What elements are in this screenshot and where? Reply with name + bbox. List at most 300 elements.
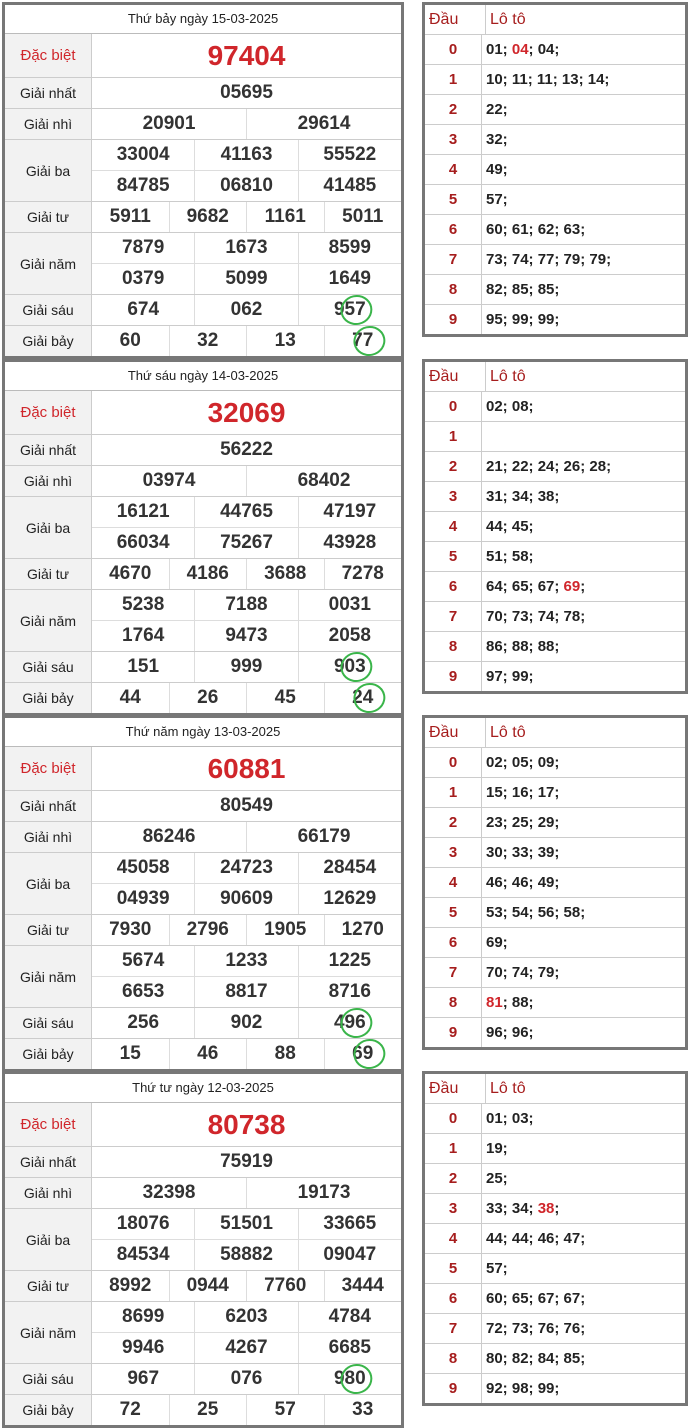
loto-head-digit: 3: [425, 1194, 482, 1223]
loto-head-digit: 1: [425, 778, 482, 807]
loto-head-digit: 4: [425, 512, 482, 541]
prize-number: 20901: [142, 113, 196, 134]
loto-text: 53; 54; 56; 58;: [486, 904, 586, 921]
loto-text: 72; 73; 76; 76;: [486, 1320, 586, 1337]
prize-line: [92, 1103, 401, 1146]
prize-number: 84785: [116, 175, 170, 196]
loto-row: [425, 65, 685, 95]
prize-number: 5911: [109, 206, 151, 227]
loto-numbers: [482, 305, 685, 334]
loto-head-digit: 6: [425, 215, 482, 244]
prize-number: 33: [324, 1395, 402, 1425]
prize-number: 1161: [246, 202, 324, 232]
prize-number: 1764: [122, 625, 165, 646]
prize-number: 1270: [324, 915, 402, 945]
prize-number: 60: [92, 326, 169, 356]
loto-head-label: Đầu: [425, 718, 486, 747]
loto-numbers: [482, 958, 685, 987]
prize-number: 33004: [116, 144, 170, 165]
loto-text: 49;: [486, 161, 508, 178]
prize-number: 1233: [194, 946, 297, 976]
prize-number: 72: [92, 1395, 169, 1425]
loto-text: 57;: [486, 191, 508, 208]
loto-text: ;: [554, 1200, 560, 1217]
prize-line: [92, 1364, 401, 1394]
loto-text: 44; 45;: [486, 518, 534, 535]
prize-number: 6203: [194, 1302, 297, 1332]
prize-line: [92, 853, 401, 883]
loto-table: [422, 359, 688, 694]
prize-row-g7: [5, 326, 401, 356]
prize-row-g4: [5, 202, 401, 233]
prize-number: 1673: [194, 233, 297, 263]
day-block: [0, 713, 690, 1063]
loto-row: [425, 928, 685, 958]
prize-number: 06810: [194, 171, 297, 201]
prize-line: [92, 326, 401, 356]
prize-number: 66034: [116, 532, 170, 553]
loto-table: [422, 1071, 688, 1406]
prize-number: 9946: [122, 1337, 165, 1358]
prize-number: 5099: [194, 264, 297, 294]
prize-row-g7: [5, 1039, 401, 1069]
loto-head-digit: 8: [425, 988, 482, 1017]
loto-text: 86; 88; 88;: [486, 638, 560, 655]
prize-number: 7188: [194, 590, 297, 620]
prize-values: [92, 1209, 401, 1270]
loto-text: 22;: [486, 101, 508, 118]
prize-number: 674: [127, 299, 160, 320]
prize-label: Giải năm: [5, 1302, 92, 1363]
loto-row: [425, 602, 685, 632]
prize-number: 05695: [220, 82, 273, 103]
loto-head-digit: 0: [425, 392, 482, 421]
loto-head-digit: 4: [425, 1224, 482, 1253]
prize-line: [92, 976, 401, 1007]
prize-label: Giải nhì: [5, 822, 92, 852]
prize-values: [92, 295, 401, 325]
loto-row: [425, 1134, 685, 1164]
loto-text: 60; 61; 62; 63;: [486, 221, 586, 238]
prize-line: [92, 466, 401, 496]
loto-head-digit: 8: [425, 1344, 482, 1373]
prize-label: Giải nhì: [5, 466, 92, 496]
prize-row-g7: [5, 1395, 401, 1425]
prize-values: [92, 683, 401, 713]
loto-row: [425, 662, 685, 691]
prize-label: Đặc biệt: [5, 34, 92, 77]
prize-line: [92, 233, 401, 263]
prize-label: Đặc biệt: [5, 1103, 92, 1146]
loto-numbers: [482, 392, 685, 421]
prize-values: [92, 747, 401, 790]
loto-numbers: [482, 928, 685, 957]
loto-numbers: [482, 808, 685, 837]
loto-header: [425, 1074, 685, 1104]
prize-line: [92, 747, 401, 790]
prize-label: Giải ba: [5, 853, 92, 914]
prize-label: Giải bảy: [5, 1039, 92, 1069]
loto-text: 01;: [486, 41, 512, 58]
result-table: [2, 1071, 404, 1428]
prize-number: 56222: [220, 439, 273, 460]
prize-number: 12629: [298, 884, 401, 914]
loto-row: [425, 632, 685, 662]
loto-text: 10; 11; 11; 13; 14;: [486, 71, 610, 88]
prize-number: 86246: [142, 826, 196, 847]
prize-line: [92, 263, 401, 294]
loto-numbers: [482, 1104, 685, 1133]
loto-head-digit: 2: [425, 452, 482, 481]
prize-number: 51501: [194, 1209, 297, 1239]
prize-number: 496: [298, 1008, 401, 1038]
prize-values: [92, 1364, 401, 1394]
prize-number: 75267: [194, 528, 297, 558]
prize-number: 5674: [122, 950, 165, 971]
prize-number: 15: [92, 1039, 169, 1069]
prize-row-g6: [5, 1008, 401, 1039]
prize-number: 44765: [194, 497, 297, 527]
prize-line: [92, 140, 401, 170]
loto-highlight: 38: [537, 1200, 555, 1217]
loto-numbers: [482, 632, 685, 661]
prize-line: [92, 497, 401, 527]
loto-text: ; 04;: [528, 41, 560, 58]
prize-values: [92, 233, 401, 294]
prize-row-g2: [5, 1178, 401, 1209]
prize-row-g2: [5, 109, 401, 140]
prize-number: 6685: [298, 1333, 401, 1363]
prize-number: 88: [246, 1039, 324, 1069]
prize-row-g3: [5, 853, 401, 915]
draw-date-title: Thứ sáu ngày 14-03-2025: [5, 362, 401, 391]
prize-number: 1225: [298, 946, 401, 976]
draw-date-title: Thứ bảy ngày 15-03-2025: [5, 5, 401, 34]
loto-head-label: Đầu: [425, 1074, 486, 1103]
loto-row: [425, 155, 685, 185]
prize-line: [92, 590, 401, 620]
prize-number: 8599: [298, 233, 401, 263]
loto-header: [425, 5, 685, 35]
loto-row: [425, 185, 685, 215]
prize-number: 45058: [116, 857, 170, 878]
loto-head-digit: 6: [425, 1284, 482, 1313]
loto-head-digit: 1: [425, 422, 482, 451]
prize-values: [92, 202, 401, 232]
loto-highlight: 81: [486, 994, 503, 1011]
prize-line: [92, 109, 401, 139]
prize-label: Đặc biệt: [5, 747, 92, 790]
loto-text: 96; 96;: [486, 1024, 534, 1041]
prize-line: [92, 1147, 401, 1177]
prize-values: [92, 78, 401, 108]
prize-label: Giải nhì: [5, 1178, 92, 1208]
loto-numbers: [482, 838, 685, 867]
loto-text: 64; 65; 67;: [486, 578, 564, 595]
loto-row: [425, 1314, 685, 1344]
loto-numbers: [482, 215, 685, 244]
prize-row-g5: [5, 946, 401, 1008]
loto-head-digit: 1: [425, 1134, 482, 1163]
prize-row-g3: [5, 140, 401, 202]
prize-values: [92, 34, 401, 77]
prize-number: 47197: [298, 497, 401, 527]
loto-text: 30; 33; 39;: [486, 844, 560, 861]
prize-row-g1: [5, 791, 401, 822]
circle-mark-icon: [337, 1005, 375, 1041]
prize-number: 7930: [109, 919, 152, 940]
loto-numbers: [482, 988, 685, 1017]
prize-number: 29614: [246, 109, 401, 139]
prize-row-g4: [5, 1271, 401, 1302]
loto-numbers: [482, 542, 685, 571]
loto-numbers: [482, 662, 685, 691]
prize-row-g6: [5, 295, 401, 326]
loto-head-digit: 7: [425, 1314, 482, 1343]
loto-text: 70; 74; 79;: [486, 964, 560, 981]
prize-number: 5011: [324, 202, 402, 232]
prize-label: Giải năm: [5, 590, 92, 651]
loto-numbers: [482, 95, 685, 124]
prize-number: 41163: [194, 140, 297, 170]
prize-label: Giải ba: [5, 1209, 92, 1270]
prize-number: 45: [246, 683, 324, 713]
prize-line: [92, 652, 401, 682]
prize-row-g5: [5, 590, 401, 652]
prize-line: [92, 1178, 401, 1208]
loto-row: [425, 1018, 685, 1047]
prize-number: 90609: [194, 884, 297, 914]
day-block: [0, 1069, 690, 1419]
prize-number: 8992: [109, 1275, 152, 1296]
circle-mark-icon: [337, 649, 375, 685]
prize-row-special: [5, 747, 401, 791]
prize-number: 33665: [298, 1209, 401, 1239]
loto-head-label: Đầu: [425, 362, 486, 391]
loto-row: [425, 1164, 685, 1194]
loto-row: [425, 988, 685, 1018]
loto-numbers: [482, 482, 685, 511]
loto-row: [425, 1194, 685, 1224]
prize-label: Giải nhất: [5, 791, 92, 821]
prize-line: [92, 1332, 401, 1363]
loto-text: 80; 82; 84; 85;: [486, 1350, 586, 1367]
prize-number: 9473: [194, 621, 297, 651]
loto-text: 01; 03;: [486, 1110, 534, 1127]
loto-head-digit: 5: [425, 898, 482, 927]
prize-number: 68402: [246, 466, 401, 496]
loto-text: 31; 34; 38;: [486, 488, 560, 505]
prize-number: 7278: [324, 559, 402, 589]
prize-row-g1: [5, 78, 401, 109]
prize-values: [92, 391, 401, 434]
loto-head-digit: 4: [425, 868, 482, 897]
loto-row: [425, 778, 685, 808]
prize-number: 7760: [246, 1271, 324, 1301]
loto-head-digit: 8: [425, 275, 482, 304]
prize-number: 46: [169, 1039, 247, 1069]
prize-row-special: [5, 1103, 401, 1147]
prize-label: Giải năm: [5, 946, 92, 1007]
prize-number: 03974: [142, 470, 196, 491]
prize-number: 75919: [220, 1151, 273, 1172]
prize-number: 84534: [116, 1244, 170, 1265]
prize-number: 57: [246, 1395, 324, 1425]
loto-head-digit: 3: [425, 838, 482, 867]
prize-line: [92, 1239, 401, 1270]
loto-head-digit: 5: [425, 1254, 482, 1283]
loto-text: 25;: [486, 1170, 508, 1187]
prize-number: 97404: [207, 39, 286, 71]
prize-label: Giải sáu: [5, 295, 92, 325]
prize-line: [92, 34, 401, 77]
loto-list-label: Lô tô: [490, 723, 526, 741]
loto-highlight: 69: [563, 578, 581, 595]
day-block: [0, 357, 690, 707]
loto-numbers: [482, 1194, 685, 1223]
loto-table: [422, 715, 688, 1050]
prize-number: 256: [127, 1012, 160, 1033]
prize-number: 4186: [169, 559, 247, 589]
prize-line: [92, 791, 401, 821]
loto-head-digit: 3: [425, 482, 482, 511]
loto-head-digit: 7: [425, 602, 482, 631]
prize-values: [92, 1039, 401, 1069]
prize-values: [92, 559, 401, 589]
loto-row: [425, 35, 685, 65]
loto-numbers: [482, 1134, 685, 1163]
prize-number: 1905: [246, 915, 324, 945]
loto-text: 15; 16; 17;: [486, 784, 560, 801]
loto-text: 92; 98; 99;: [486, 1380, 560, 1397]
loto-numbers: [482, 1314, 685, 1343]
loto-numbers: [482, 1164, 685, 1193]
loto-text: 57;: [486, 1260, 508, 1277]
prize-line: [92, 435, 401, 465]
loto-row: [425, 215, 685, 245]
loto-row: [425, 868, 685, 898]
circle-mark-icon: [337, 1361, 375, 1397]
loto-row: [425, 572, 685, 602]
prize-number: 13: [246, 326, 324, 356]
loto-text: 82; 85; 85;: [486, 281, 560, 298]
loto-text: 60; 65; 67; 67;: [486, 1290, 586, 1307]
prize-number: 43928: [298, 528, 401, 558]
result-table: [2, 2, 404, 359]
prize-number: 8817: [194, 977, 297, 1007]
circle-mark-icon: [350, 1036, 388, 1072]
result-table: [2, 359, 404, 716]
prize-number: 999: [194, 652, 297, 682]
loto-row: [425, 95, 685, 125]
loto-numbers: [482, 868, 685, 897]
loto-head-digit: 0: [425, 748, 482, 777]
prize-line: [92, 946, 401, 976]
loto-numbers: [482, 125, 685, 154]
loto-list-label: Lô tô: [490, 1079, 526, 1097]
prize-number: 16121: [116, 501, 170, 522]
prize-row-g1: [5, 1147, 401, 1178]
prize-row-g6: [5, 652, 401, 683]
prize-number: 32398: [142, 1182, 196, 1203]
prize-number: 18076: [116, 1213, 170, 1234]
circle-mark-icon: [350, 323, 388, 359]
loto-text: ; 88;: [502, 994, 534, 1011]
loto-row: [425, 482, 685, 512]
circle-mark-icon: [350, 680, 388, 716]
prize-line: [92, 527, 401, 558]
prize-label: Giải ba: [5, 140, 92, 201]
prize-number: 9682: [169, 202, 247, 232]
loto-head-digit: 7: [425, 245, 482, 274]
prize-row-g2: [5, 466, 401, 497]
prize-row-g6: [5, 1364, 401, 1395]
loto-row: [425, 838, 685, 868]
loto-text: 73; 74; 77; 79; 79;: [486, 251, 612, 268]
prize-number: 8716: [298, 977, 401, 1007]
prize-values: [92, 590, 401, 651]
prize-label: Giải tư: [5, 559, 92, 589]
prize-number: 6653: [122, 981, 165, 1002]
loto-head-digit: 9: [425, 1374, 482, 1403]
prize-number: 69: [324, 1039, 402, 1069]
loto-numbers: [482, 1018, 685, 1047]
prize-number: 32069: [207, 396, 286, 428]
loto-numbers: [482, 185, 685, 214]
loto-highlight: 04: [511, 41, 529, 58]
prize-line: [92, 915, 401, 945]
loto-row: [425, 452, 685, 482]
prize-label: Giải bảy: [5, 683, 92, 713]
loto-numbers: [482, 422, 685, 451]
prize-number: 4784: [298, 1302, 401, 1332]
prize-number: 3444: [324, 1271, 402, 1301]
loto-head-digit: 2: [425, 95, 482, 124]
prize-values: [92, 652, 401, 682]
loto-text: 02; 08;: [486, 398, 534, 415]
prize-label: Giải sáu: [5, 1364, 92, 1394]
prize-label: Giải ba: [5, 497, 92, 558]
prize-number: 4670: [109, 563, 152, 584]
loto-head-digit: 2: [425, 1164, 482, 1193]
loto-numbers: [482, 602, 685, 631]
prize-number: 980: [298, 1364, 401, 1394]
prize-values: [92, 1271, 401, 1301]
prize-line: [92, 822, 401, 852]
loto-numbers: [482, 898, 685, 927]
prize-line: [92, 391, 401, 434]
loto-head-digit: 3: [425, 125, 482, 154]
loto-numbers: [482, 1224, 685, 1253]
prize-number: 8699: [122, 1306, 165, 1327]
prize-number: 24: [324, 683, 402, 713]
loto-text: 33; 34;: [486, 1200, 538, 1217]
prize-line: [92, 1395, 401, 1425]
prize-label: Giải tư: [5, 1271, 92, 1301]
prize-number: 19173: [246, 1178, 401, 1208]
prize-label: Giải bảy: [5, 1395, 92, 1425]
prize-values: [92, 109, 401, 139]
loto-head-digit: 5: [425, 185, 482, 214]
prize-line: [92, 1302, 401, 1332]
loto-text: 02; 05; 09;: [486, 754, 560, 771]
prize-values: [92, 1147, 401, 1177]
loto-numbers: [482, 245, 685, 274]
loto-text: 21; 22; 24; 26; 28;: [486, 458, 612, 475]
loto-row: [425, 422, 685, 452]
loto-row: [425, 808, 685, 838]
prize-row-g4: [5, 559, 401, 590]
